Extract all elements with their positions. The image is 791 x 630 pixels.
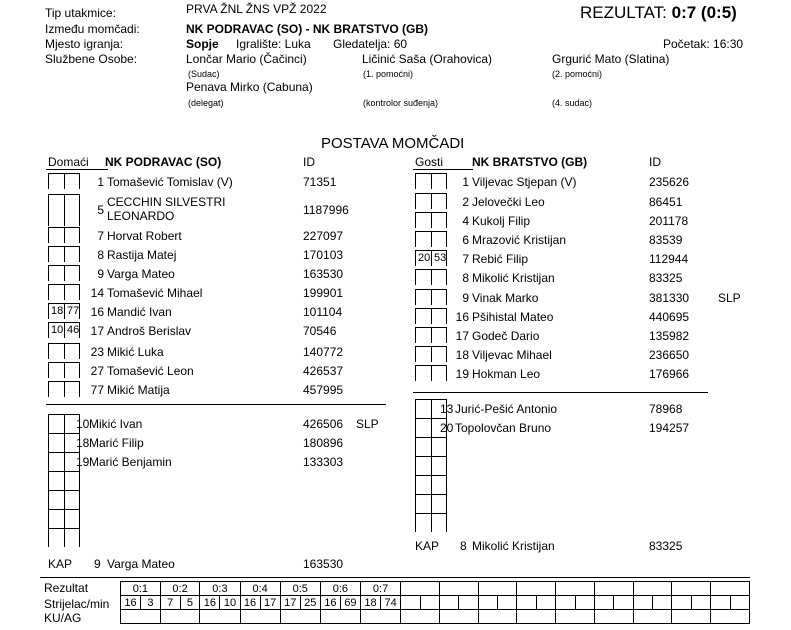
player-number: 14 (90, 286, 104, 300)
player-id: 176966 (649, 367, 690, 381)
away-captain-label: KAP (415, 539, 440, 553)
minute-box-in (48, 362, 64, 378)
score-row (121, 582, 750, 596)
official-name: Lončar Mario (Čačinci) (186, 52, 307, 66)
divider (46, 404, 386, 405)
minute-box-out: 77 (64, 303, 80, 319)
scorer-cell (730, 596, 749, 610)
player-id: 227097 (303, 229, 344, 243)
minute-box-out (431, 475, 447, 494)
score-cell (556, 582, 595, 596)
scorer-cell (478, 596, 497, 610)
kuag-cell (401, 610, 440, 624)
player-number: 1 (97, 175, 104, 189)
minute-box-in (415, 327, 431, 343)
score-cell (633, 582, 672, 596)
divider (46, 169, 108, 170)
player-number: 17 (455, 329, 469, 343)
minute-box-in: 18 (48, 303, 64, 319)
score-cell: 0:6 (320, 582, 360, 596)
minute-box-in (415, 513, 431, 532)
player-name: Marić Filip (89, 436, 144, 450)
rezultat-label: Rezultat (44, 581, 89, 595)
player-id: 112944 (649, 252, 689, 266)
player-name: Tomašević Mihael (107, 286, 203, 300)
official-role: (Sudac) (188, 69, 220, 79)
kuag-cell (594, 610, 633, 624)
score-cell (517, 582, 556, 596)
minute-box-in: 10 (48, 322, 64, 338)
home-captain-number: 9 (94, 557, 101, 571)
scorer-cell (459, 596, 478, 610)
player-name: Mikolić Kristijan (472, 271, 555, 285)
score-cell (594, 582, 633, 596)
kuag-cell (439, 610, 478, 624)
official-role: (kontrolor suđenja) (363, 98, 439, 108)
official-role: (2. pomoćni) (552, 69, 603, 79)
section-title: POSTAVA MOMČADI (321, 135, 465, 152)
official-name: Grgurić Mato (Slatina) (552, 52, 670, 66)
score-cell: 0:4 (240, 582, 280, 596)
player-id: 71351 (303, 175, 337, 189)
minute-box-in (48, 490, 64, 509)
minute-box-in (48, 433, 64, 452)
player-number: 16 (90, 305, 104, 319)
player-name: Androš Berislav (107, 324, 192, 338)
official-name: Penava Mirko (Cabuna) (186, 80, 313, 94)
player-number: 18 (76, 436, 90, 450)
score-cell (672, 582, 711, 596)
scorer-cell (420, 596, 439, 610)
player-name: CECCHIN SILVESTRI (107, 195, 226, 209)
away-team-name: NK BRATSTVO (GB) (472, 155, 588, 169)
player-id: 83325 (649, 271, 683, 285)
minute-box-out (64, 490, 80, 509)
minute-box-in (48, 528, 64, 547)
minute-box-in (48, 343, 64, 359)
minute-box-in (415, 399, 431, 418)
kuag-cell (478, 610, 517, 624)
score-cell: 0:3 (200, 582, 240, 596)
scorer-cell: 16 (200, 596, 220, 610)
player-number: 16 (455, 310, 469, 324)
home-captain-name: Varga Mateo (107, 557, 175, 571)
player-name: Mikić Luka (107, 345, 164, 359)
player-number: 8 (462, 271, 469, 285)
scorer-cell: 16 (121, 596, 141, 610)
competition-name: PRVA ŽNL ŽNS VPŽ 2022 (186, 2, 327, 16)
player-name: Mrazović Kristijan (472, 233, 567, 247)
scorer-cell (614, 596, 633, 610)
player-id: 70546 (303, 324, 337, 338)
player-number: 17 (90, 324, 104, 338)
official-name: Ličinić Saša (Orahovica) (362, 52, 493, 66)
scorer-cell: 7 (160, 596, 180, 610)
kuag-cell (360, 610, 400, 624)
away-captain-name: Mikolić Kristijan (472, 539, 555, 553)
score-cell (478, 582, 517, 596)
player-number: 7 (97, 229, 104, 243)
minute-box-in: 20 (415, 250, 431, 266)
home-captain-id: 163530 (303, 557, 344, 571)
minute-box-out: 53 (431, 250, 447, 266)
score-cell: 0:2 (160, 582, 200, 596)
player-id: 235626 (649, 175, 690, 189)
scorer-cell: 17 (280, 596, 300, 610)
player-name: Rastija Matej (107, 248, 177, 262)
divider (413, 169, 473, 170)
spectators: Gledatelja: 60 (333, 37, 408, 51)
player-id: 426506 (303, 417, 344, 431)
scorer-cell (401, 596, 420, 610)
player-number: 23 (90, 345, 104, 359)
official-role: (1. pomoćni) (363, 69, 414, 79)
minute-box-in (415, 173, 431, 189)
scorer-cell: 18 (360, 596, 380, 610)
minute-box-in (415, 231, 431, 247)
minute-box-in (48, 452, 64, 471)
izmedju-label: Između momčadi: (45, 22, 140, 36)
minute-box-in (48, 265, 64, 281)
player-id: 140772 (303, 345, 344, 359)
scorer-cell (711, 596, 730, 610)
scorer-cell (536, 596, 555, 610)
score-grid (120, 581, 750, 624)
away-captain-id: 83325 (649, 539, 683, 553)
result-label: REZULTAT: 0:7 (0:5) (580, 3, 737, 22)
player-number: 10 (76, 417, 90, 431)
official-role: (delegat) (188, 98, 224, 108)
kuag-cell (200, 610, 240, 624)
player-number: 19 (76, 455, 90, 469)
player-id: 236650 (649, 348, 690, 362)
home-side-label: Domaći (48, 155, 89, 169)
minute-box-in (415, 475, 431, 494)
kuag-cell (517, 610, 556, 624)
footer-divider (40, 577, 750, 578)
home-captain-label: KAP (48, 557, 73, 571)
player-name: Godeč Dario (472, 329, 540, 343)
minute-box-in (415, 346, 431, 362)
away-captain-number: 8 (460, 539, 467, 553)
player-name: Rebić Filip (472, 252, 529, 266)
minute-box-in (48, 227, 64, 243)
player-name: Hokman Leo (472, 367, 541, 381)
kuag-cell (672, 610, 711, 624)
kuag-cell (160, 610, 200, 624)
kuag-cell (633, 610, 672, 624)
minute-box-in (415, 289, 431, 305)
player-number: 1 (462, 175, 469, 189)
minute-box-out: 46 (64, 322, 80, 338)
scorer-cell (594, 596, 613, 610)
minute-box-in (415, 365, 431, 381)
player-number: 6 (462, 233, 469, 247)
minute-box-in (415, 212, 431, 228)
player-name: Vinak Marko (472, 291, 539, 305)
score-cell: 0:7 (360, 582, 400, 596)
scorer-cell (672, 596, 691, 610)
player-name: Tomašević Leon (107, 364, 194, 378)
score-cell (711, 582, 750, 596)
scorer-cell: 69 (340, 596, 360, 610)
scorer-cell: 16 (320, 596, 340, 610)
minute-box-out (64, 471, 80, 490)
scorer-cell (556, 596, 575, 610)
away-id-header: ID (649, 155, 661, 169)
kuag-cell (556, 610, 595, 624)
scorer-cell: 5 (180, 596, 200, 610)
scorer-cell: 25 (300, 596, 320, 610)
player-number: 7 (462, 252, 469, 266)
player-id: 440695 (649, 310, 690, 324)
score-cell (401, 582, 440, 596)
kickoff-time: Početak: 16:30 (663, 37, 744, 51)
player-name: Tomašević Tomislav (V) (107, 175, 233, 189)
score-cell: 0:5 (280, 582, 320, 596)
score-cell (439, 582, 478, 596)
minute-box-out (431, 437, 447, 456)
player-number: 20 (440, 421, 454, 435)
player-name: Varga Mateo (107, 267, 175, 281)
player-id: 199901 (303, 286, 344, 300)
player-name-line2: LEONARDO (107, 209, 175, 223)
player-number: 18 (455, 348, 469, 362)
player-name: Horvat Robert (107, 229, 182, 243)
tip-label: Tip utakmice: (45, 6, 116, 20)
minute-box-in (415, 494, 431, 513)
player-number: 5 (97, 203, 104, 217)
score-cell: 0:1 (121, 582, 161, 596)
player-name: Jelovečki Leo (472, 195, 545, 209)
player-number: 77 (90, 383, 104, 397)
official-role: (4. sudac) (552, 98, 593, 108)
kuag-label: KU/AG (44, 611, 82, 625)
player-id: 180896 (303, 436, 344, 450)
scorer-row (121, 596, 750, 610)
player-note: SLP (718, 291, 741, 305)
player-number: 19 (455, 367, 469, 381)
player-name: Mikić Matija (107, 383, 170, 397)
player-name: Pšihistal Mateo (472, 310, 554, 324)
player-note: SLP (356, 417, 379, 431)
scorer-cell: 10 (220, 596, 240, 610)
player-name: Viljevac Stjepan (V) (472, 175, 577, 189)
minute-box-in (415, 308, 431, 324)
player-number: 27 (90, 364, 104, 378)
minute-box-in (415, 269, 431, 285)
officials-label: Službene Osobe: (45, 52, 138, 66)
player-number: 13 (440, 402, 454, 416)
minute-box-out (431, 494, 447, 513)
player-id: 426537 (303, 364, 344, 378)
match-title: NK PODRAVAC (SO) - NK BRATSTVO (GB) (186, 22, 428, 36)
scorer-cell: 3 (141, 596, 161, 610)
scorer-cell: 74 (381, 596, 401, 610)
kuag-cell (711, 610, 750, 624)
minute-box-out (431, 513, 447, 532)
minute-box-in (48, 509, 64, 528)
player-name: Kukolj Filip (472, 214, 531, 228)
player-id: 133303 (303, 455, 344, 469)
minute-box-in (415, 418, 431, 437)
scorer-cell (498, 596, 517, 610)
player-name: Topolovčan Bruno (455, 421, 552, 435)
minute-box-in (48, 381, 64, 397)
minute-box-out (64, 528, 80, 547)
scorer-cell (575, 596, 594, 610)
divider (413, 392, 708, 393)
venue-town: Sopje (186, 37, 219, 51)
scorer-cell (517, 596, 536, 610)
scorer-cell: 17 (260, 596, 280, 610)
player-id: 86451 (649, 195, 683, 209)
away-side-label: Gosti (415, 155, 444, 169)
player-id: 78968 (649, 402, 683, 416)
player-id: 170103 (303, 248, 344, 262)
player-id: 194257 (649, 421, 690, 435)
player-number: 8 (97, 248, 104, 262)
player-id: 457995 (303, 383, 344, 397)
player-id: 83539 (649, 233, 683, 247)
minute-box-in (48, 414, 64, 433)
player-number: 2 (462, 195, 469, 209)
scorer-cell (439, 596, 458, 610)
player-name: Mandić Ivan (107, 305, 172, 319)
player-id: 1187996 (303, 203, 349, 217)
minute-box-in (48, 173, 64, 189)
player-id: 201178 (649, 214, 689, 228)
player-id: 381330 (649, 291, 690, 305)
kuag-cell (280, 610, 320, 624)
minute-box-in (415, 456, 431, 475)
home-id-header: ID (303, 155, 315, 169)
player-name: Jurić-Pešić Antonio (455, 402, 558, 416)
strijelac-label: Strijelac/min (44, 597, 110, 611)
player-number: 9 (97, 267, 104, 281)
player-name: Mikić Ivan (89, 417, 143, 431)
kuag-row (121, 610, 750, 624)
minute-box-in (48, 471, 64, 490)
result-value: 0:7 (0:5) (671, 3, 737, 22)
minute-box-in (415, 437, 431, 456)
player-id: 135982 (649, 329, 690, 343)
scorer-cell (653, 596, 672, 610)
player-number: 9 (462, 291, 469, 305)
player-number: 4 (462, 214, 469, 228)
scorer-cell (691, 596, 710, 610)
minute-box-out (431, 456, 447, 475)
minute-box-in (48, 284, 64, 300)
venue-field: Igralište: Luka (236, 37, 311, 51)
player-name: Viljevac Mihael (472, 348, 552, 362)
player-id: 163530 (303, 267, 344, 281)
player-id: 101104 (303, 305, 343, 319)
minute-box-in (48, 246, 64, 262)
kuag-cell (320, 610, 360, 624)
kuag-cell (240, 610, 280, 624)
scorer-cell: 16 (240, 596, 260, 610)
minute-box-out (64, 509, 80, 528)
player-name: Marić Benjamin (89, 455, 172, 469)
minute-box-in (415, 193, 431, 209)
minute-box-in (48, 194, 64, 226)
home-team-name: NK PODRAVAC (SO) (105, 155, 222, 169)
kuag-cell (121, 610, 161, 624)
scorer-cell (633, 596, 652, 610)
mjesto-label: Mjesto igranja: (45, 37, 124, 51)
